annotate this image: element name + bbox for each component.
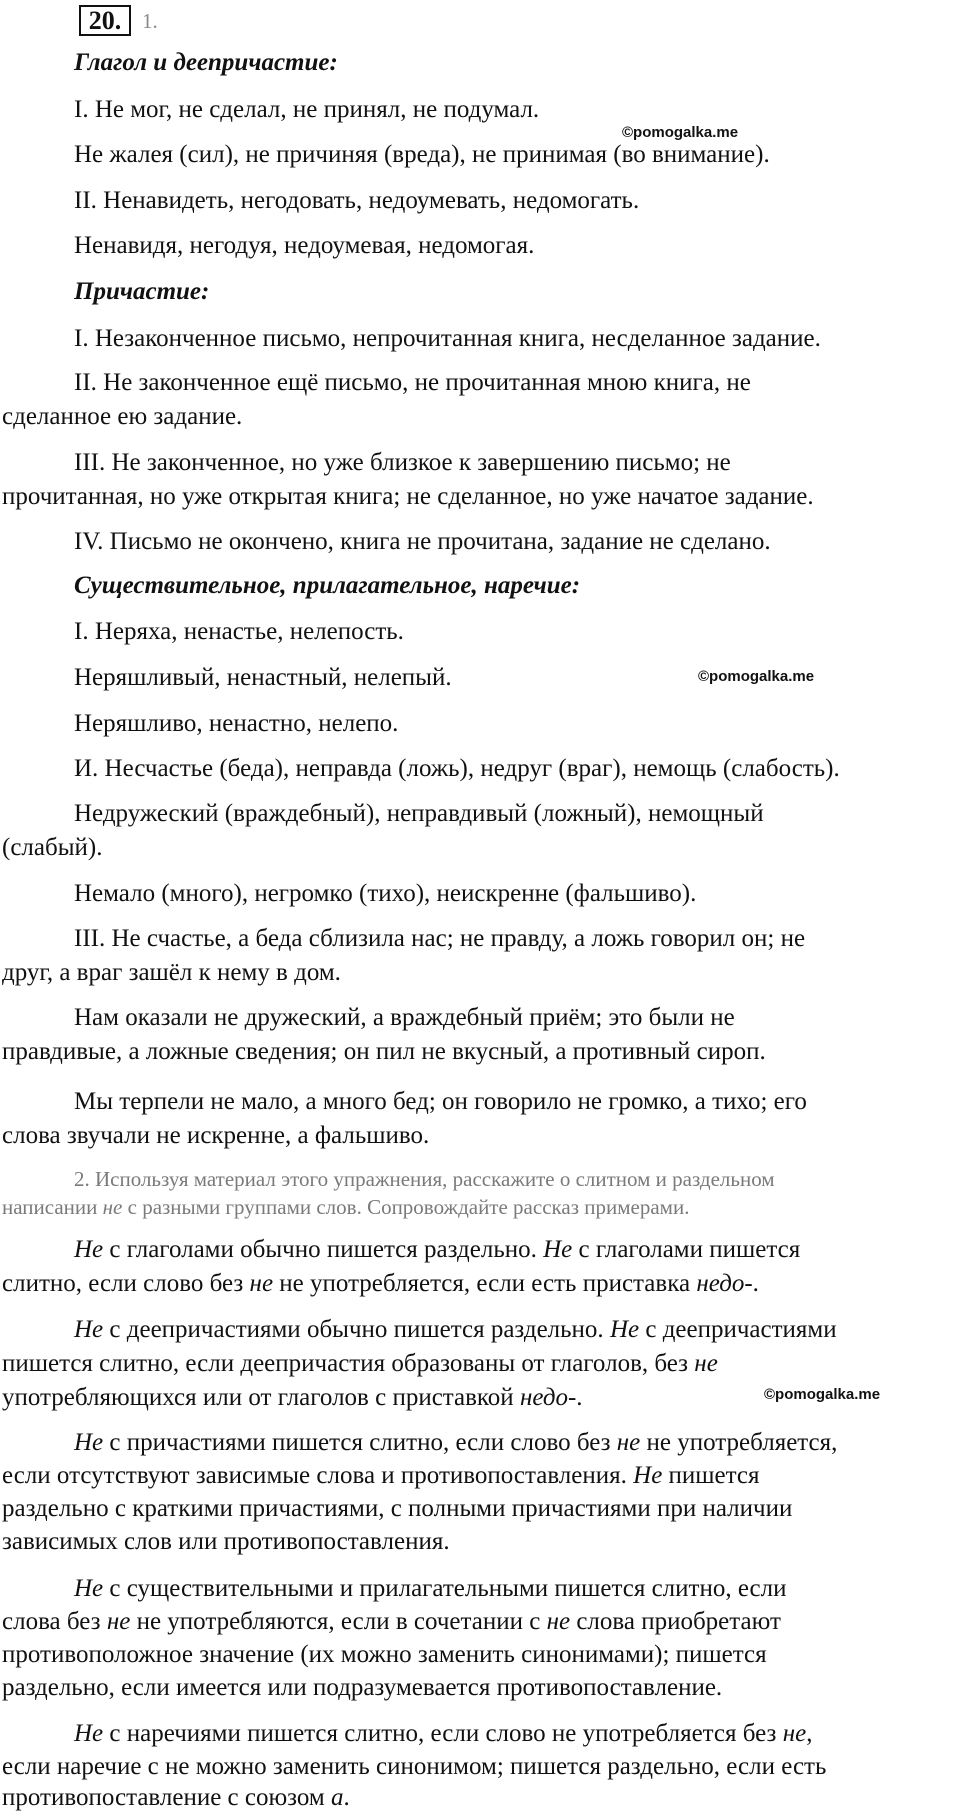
answer-participle-line-1: Не с причастиями пишется слитно, если слово без не не употребляется, xyxy=(74,1429,838,1456)
answer-gerund-line-2: пишется слитно, если деепричастия образованы от глаголов, без не xyxy=(2,1350,718,1377)
noun-line-5a: Недружеский (враждебный), неправдивый (ложный), немощный xyxy=(74,800,764,827)
task-2-line-2: написании не с разными группами слов. Сопровождайте рассказ примерами. xyxy=(2,1195,690,1219)
noun-line-5b: (слабый). xyxy=(2,834,103,861)
participle-line-1: I. Незаконченное письмо, непрочитанная книга, несделанное задание. xyxy=(74,325,821,352)
noun-line-3: Неряшливо, ненастно, нелепо. xyxy=(74,710,399,737)
noun-line-1: I. Неряха, ненастье, нелепость. xyxy=(74,618,404,645)
participle-line-3a: III. Не законченное, но уже близкое к завершению письмо; не xyxy=(74,449,731,476)
noun-line-8b: правдивые, а ложные сведения; он пил не вкусный, а противный сироп. xyxy=(2,1038,766,1065)
exercise-number: 20. xyxy=(79,5,131,36)
answer-noun-adj-line-4: раздельно, если имеется или подразумевается противопоставление. xyxy=(2,1674,723,1701)
noun-line-6: Немало (много), негромко (тихо), неискренне (фальшиво). xyxy=(74,880,697,907)
answer-noun-adj-line-3: противоположное значение (их можно заменить синонимами); пишется xyxy=(2,1641,767,1668)
verb-line-1: I. Не мог, не сделал, не принял, не подумал. xyxy=(74,96,540,123)
verb-line-2: Не жалея (сил), не причиняя (вреда), не принимая (во внимание). xyxy=(74,141,770,168)
watermark: ©pomogalka.me xyxy=(622,124,739,141)
participle-line-2a: II. Не законченное ещё письмо, не прочитанная мною книга, не xyxy=(74,369,751,396)
noun-line-9a: Мы терпели не мало, а много бед; он говорило не громко, а тихо; его xyxy=(74,1088,807,1115)
watermark: ©pomogalka.me xyxy=(764,1386,881,1403)
answer-verb-line-1: Не с глаголами обычно пишется раздельно. Не с глаголами пишется xyxy=(74,1236,801,1263)
heading-participle: Причастие: xyxy=(74,278,210,305)
participle-line-3b: прочитанная, но уже открытая книга; не сделанное, но уже начатое задание. xyxy=(2,483,814,510)
watermark: ©pomogalka.me xyxy=(698,668,815,685)
answer-adverb-line-3: противопоставление с союзом а. xyxy=(2,1784,350,1811)
verb-line-4: Ненавидя, негодуя, недоумевая, недомогая. xyxy=(74,232,535,259)
task-2-line-1: 2. Используя материал этого упражнения, расскажите о слитном и раздельном xyxy=(74,1167,775,1191)
noun-line-7b: друг, а враг зашёл к нему в дом. xyxy=(2,959,341,986)
participle-line-4: IV. Письмо не окончено, книга не прочитана, задание не сделано. xyxy=(74,528,771,555)
noun-line-4: И. Несчастье (беда), неправда (ложь), недруг (враг), немощь (слабость). xyxy=(74,755,840,782)
exercise-part: 1. xyxy=(142,9,158,33)
heading-verb: Глагол и деепричастие: xyxy=(74,49,338,76)
noun-line-7a: III. Не счастье, а беда сблизила нас; не правду, а ложь говорил он; не xyxy=(74,925,806,952)
answer-participle-line-4: зависимых слов или противопоставления. xyxy=(2,1528,450,1555)
answer-participle-line-3: раздельно с краткими причастиями, с полными причастиями при наличии xyxy=(2,1495,793,1522)
answer-gerund-line-1: Не с деепричастиями обычно пишется раздельно. Не с деепричастиями xyxy=(74,1316,837,1343)
noun-line-8a: Нам оказали не дружеский, а враждебный приём; это были не xyxy=(74,1004,735,1031)
participle-line-2b: сделанное ею задание. xyxy=(2,403,243,430)
noun-line-2: Неряшливый, ненастный, нелепый. xyxy=(74,664,452,691)
answer-adverb-line-1: Не с наречиями пишется слитно, если слово не употребляется без не, xyxy=(74,1720,813,1747)
answer-participle-line-2: если отсутствуют зависимые слова и противопоставления. Не пишется xyxy=(2,1462,760,1489)
answer-verb-line-2: слитно, если слово без не не употребляется, если есть приставка недо-. xyxy=(2,1270,759,1297)
noun-line-9b: слова звучали не искренне, а фальшиво. xyxy=(2,1122,430,1149)
answer-noun-adj-line-2: слова без не не употребляются, если в сочетании с не слова приобретают xyxy=(2,1608,781,1635)
answer-adverb-line-2: если наречие с не можно заменить синонимом; пишется раздельно, если есть xyxy=(2,1753,827,1780)
answer-gerund-line-3: употребляющихся или от глаголов с приставкой недо-. xyxy=(2,1384,583,1411)
answer-noun-adj-line-1: Не с существительными и прилагательными пишется слитно, если xyxy=(74,1575,787,1602)
heading-noun-adj-adv: Существительное, прилагательное, наречие: xyxy=(74,572,581,599)
verb-line-3: II. Ненавидеть, негодовать, недоумевать, недомогать. xyxy=(74,187,640,214)
